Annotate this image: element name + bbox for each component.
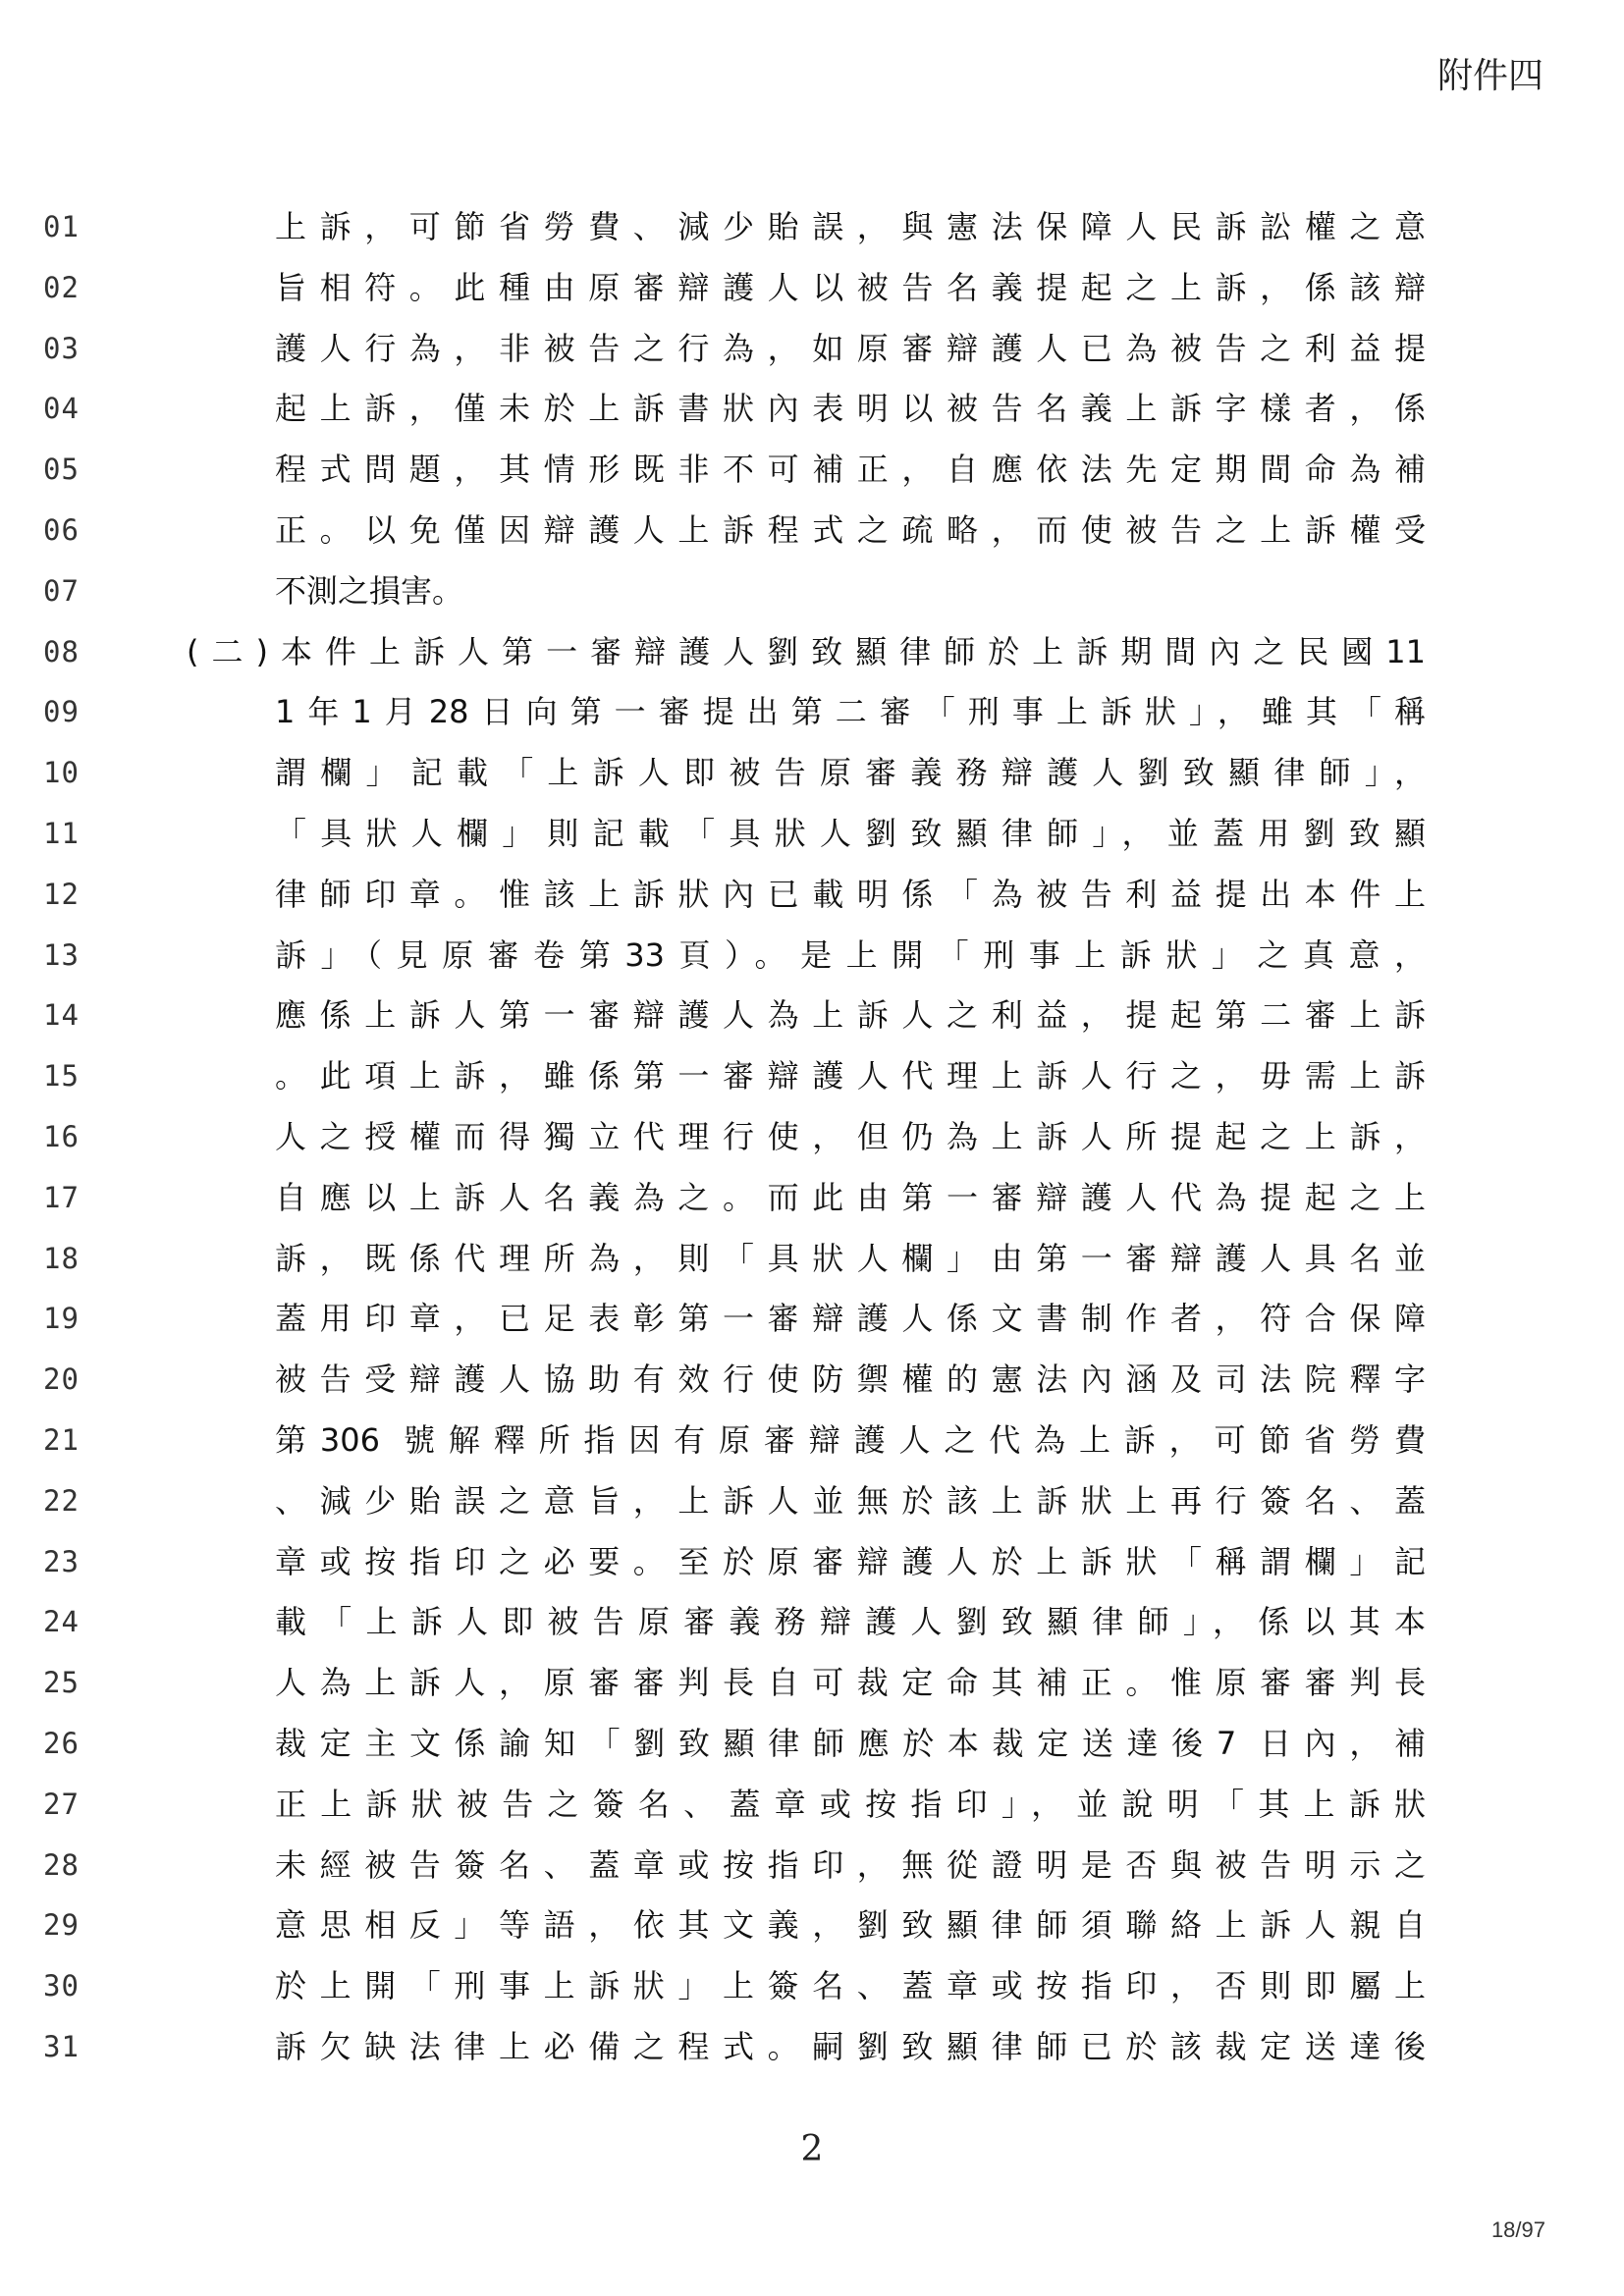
- line-number: 08: [43, 634, 80, 668]
- line-text: 於上開「刑事上訴狀」上簽名、蓋章或按指印，否則即屬上: [275, 1967, 1426, 2005]
- line-text: 人之授權而得獨立代理行使，但仍為上訴人所提起之上訴，: [275, 1117, 1426, 1155]
- line-text: 律師印章。惟該上訴狀內已載明係「為被告利益提出本件上: [275, 875, 1426, 913]
- line-text: 1年1月28日向第一審提出第二審「刑事上訴狀」，雖其「稱: [275, 693, 1426, 731]
- document-body: [0, 203, 1624, 2084]
- line-text: 正。以免僅因辯護人上訴程式之疏略，而使被告之上訴權受: [275, 510, 1426, 549]
- text-line: [0, 991, 1624, 1052]
- line-text: 章或按指印之必要。至於原審辯護人於上訴狀「稱謂欄」記: [275, 1542, 1426, 1580]
- text-line: [0, 446, 1624, 507]
- line-number: 10: [43, 756, 80, 790]
- line-text: 載「上訴人即被告原審義務辯護人劉致顯律師」，係以其本: [275, 1603, 1426, 1641]
- line-number: 04: [43, 392, 80, 426]
- line-number: 22: [43, 1483, 80, 1518]
- line-number: 23: [43, 1544, 80, 1578]
- text-line: [0, 507, 1624, 567]
- text-line: [0, 1416, 1624, 1477]
- line-number: 19: [43, 1302, 80, 1336]
- text-line: [0, 1842, 1624, 1902]
- line-number: 05: [43, 453, 80, 487]
- line-number: 28: [43, 1847, 80, 1882]
- line-text: 護人行為，非被告之行為，如原審辯護人已為被告之利益提: [275, 329, 1426, 367]
- text-line: [0, 385, 1624, 446]
- line-number: 13: [43, 937, 80, 972]
- line-text: (二)本件上訴人第一審辯護人劉致顯律師於上訴期間內之民國11: [187, 632, 1426, 670]
- text-line: [0, 1720, 1624, 1781]
- line-text: 未經被告簽名、蓋章或按指印，無從證明是否與被告明示之: [275, 1845, 1426, 1884]
- line-text: 裁定主文係諭知「劉致顯律師應於本裁定送達後7 日內，補: [275, 1724, 1426, 1762]
- line-text: 意思相反」等語，依其文義，劉致顯律師須聯絡上訴人親自: [275, 1906, 1426, 1945]
- page-counter: 18/97: [1490, 2217, 1545, 2242]
- line-number: 16: [43, 1119, 80, 1153]
- text-line: [0, 2023, 1624, 2084]
- text-line: [0, 1781, 1624, 1842]
- line-number: 15: [43, 1059, 80, 1094]
- line-number: 29: [43, 1908, 80, 1943]
- line-text: 起上訴，僅未於上訴書狀內表明以被告名義上訴字樣者，係: [275, 390, 1426, 428]
- line-text: 正上訴狀被告之簽名、蓋章或按指印」，並說明「其上訴狀: [275, 1785, 1426, 1823]
- line-number: 12: [43, 877, 80, 911]
- line-text: 第306 號解釋所指因有原審辯護人之代為上訴，可節省勞費: [275, 1420, 1426, 1459]
- line-text: 不測之損害。: [275, 571, 464, 610]
- line-number: 27: [43, 1787, 80, 1821]
- line-text: 「具狀人欄」則記載「具狀人劉致顯律師」，並蓋用劉致顯: [275, 814, 1426, 852]
- line-number: 01: [43, 210, 80, 243]
- line-number: 31: [43, 2029, 80, 2063]
- line-text: 上訴，可節省勞費、減少貽誤，與憲法保障人民訴訟權之意: [275, 208, 1426, 245]
- page-number: 2: [800, 2129, 824, 2169]
- line-text: 程式問題，其情形既非不可補正，自應依法先定期間命為補: [275, 451, 1426, 489]
- text-line: [0, 1598, 1624, 1659]
- line-number: 02: [43, 270, 80, 304]
- text-line: [0, 1174, 1624, 1235]
- text-line: [0, 567, 1624, 628]
- text-line: [0, 749, 1624, 810]
- line-number: 09: [43, 695, 80, 729]
- line-number: 03: [43, 331, 80, 365]
- text-line: [0, 1356, 1624, 1416]
- line-number: 06: [43, 512, 80, 547]
- line-number: 26: [43, 1726, 80, 1760]
- text-line: [0, 932, 1624, 992]
- line-text: 謂欄」記載「上訴人即被告原審義務辯護人劉致顯律師」，: [275, 754, 1426, 792]
- text-line: [0, 1295, 1624, 1356]
- line-text: 、減少貽誤之意旨，上訴人並無於該上訴狀上再行簽名、蓋: [275, 1481, 1426, 1520]
- text-line: [0, 1052, 1624, 1113]
- line-number: 11: [43, 816, 80, 850]
- line-text: 自應以上訴人名義為之。而此由第一審辯護人代為提起之上: [275, 1178, 1426, 1216]
- line-number: 24: [43, 1605, 80, 1639]
- text-line: [0, 264, 1624, 325]
- line-text: 人為上訴人，原審審判長自可裁定命其補正。惟原審審判長: [275, 1664, 1426, 1702]
- line-text: 訴欠缺法律上必備之程式。嗣劉致顯律師已於該裁定送達後: [275, 2027, 1426, 2065]
- line-text: 被告受辯護人協助有效行使防禦權的憲法內涵及司法院釋字: [275, 1361, 1426, 1399]
- text-line: [0, 203, 1624, 264]
- line-text: 蓋用印章，已足表彰第一審辯護人係文書制作者，符合保障: [275, 1300, 1426, 1338]
- text-line: [0, 871, 1624, 932]
- text-line: [0, 810, 1624, 871]
- line-text: 訴」（見原審卷第33頁）。是上開「刑事上訴狀」之真意，: [275, 935, 1426, 974]
- text-line: [0, 1901, 1624, 1962]
- line-number: 21: [43, 1422, 80, 1457]
- text-line: [0, 1235, 1624, 1296]
- text-line: [0, 1538, 1624, 1599]
- line-number: 07: [43, 573, 80, 608]
- text-line: [0, 1962, 1624, 2023]
- line-number: 20: [43, 1362, 80, 1397]
- line-text: 。此項上訴，雖係第一審辯護人代理上訴人行之，毋需上訴: [275, 1057, 1426, 1095]
- line-text: 訴，既係代理所為，則「具狀人欄」由第一審辯護人具名並: [275, 1239, 1426, 1277]
- text-line: [0, 1659, 1624, 1720]
- line-text: 應係上訴人第一審辯護人為上訴人之利益，提起第二審上訴: [275, 996, 1426, 1035]
- text-line: [0, 325, 1624, 386]
- line-number: 25: [43, 1666, 80, 1700]
- line-text: 旨相符。此種由原審辯護人以被告名義提起之上訴，係該辯: [275, 268, 1426, 306]
- line-number: 30: [43, 1969, 80, 2003]
- line-number: 14: [43, 998, 80, 1033]
- text-line: [0, 1113, 1624, 1174]
- line-number: 17: [43, 1180, 80, 1214]
- attachment-label: 附件四: [1436, 56, 1543, 96]
- text-line: [0, 688, 1624, 749]
- line-number: 18: [43, 1241, 80, 1275]
- text-line: [0, 628, 1624, 689]
- text-line: [0, 1477, 1624, 1538]
